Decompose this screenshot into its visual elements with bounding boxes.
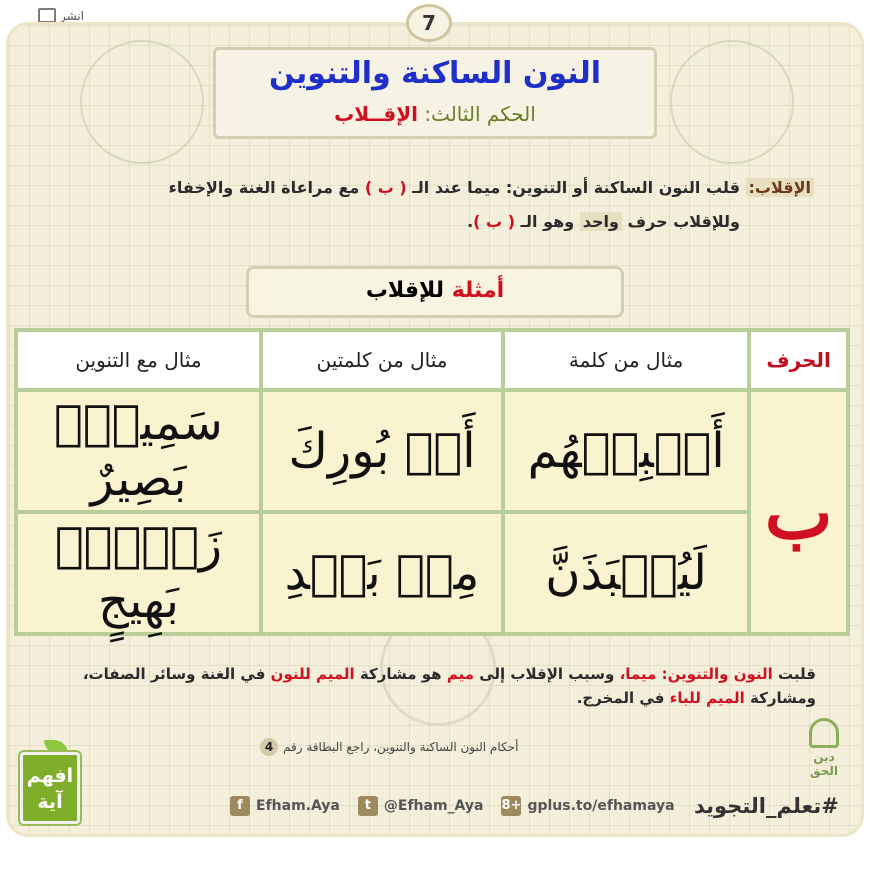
note-text: ومشاركة (750, 689, 816, 707)
definition-line2-end: . (467, 212, 474, 231)
subtitle-rule: الإقــلاب (334, 102, 418, 126)
example-two-words-1: أَنۢ بُورِكَ (261, 390, 503, 512)
definition-wahid: واحد (580, 212, 622, 231)
explanation-note (56, 662, 816, 710)
example-word-2: لَيُنۢبَذَنَّ (503, 512, 749, 634)
note-text: وسبب الإقلاب إلى (479, 665, 615, 683)
corner-ornament-right (670, 40, 794, 164)
definition-line2-letter: ( ب ) (473, 212, 515, 231)
reference-line (260, 738, 518, 756)
note-highlight: ميما، (619, 665, 657, 683)
share-button[interactable] (38, 8, 84, 23)
dome-icon (809, 718, 839, 748)
definition-line-1 (54, 178, 814, 197)
definition-term: الإقلاب: (746, 178, 815, 197)
table-row (16, 512, 848, 634)
corner-ornament-left (80, 40, 204, 164)
note-highlight: ميم (446, 665, 475, 683)
reference-text: أحكام النون الساكنة والتنوين، راجع البطاقة رقم (283, 740, 519, 754)
header-two-words: مثال من كلمتين (261, 330, 503, 390)
definition-line-2 (0, 212, 740, 231)
note-highlight: للنون (270, 665, 311, 683)
note-highlight: النون والتنوين: (661, 665, 773, 683)
share-icon (38, 8, 56, 23)
social-links (230, 796, 675, 816)
example-word-1: أَنۢبِئۡهُم (503, 390, 749, 512)
note-text: في المخرج. (576, 689, 665, 707)
table-row (16, 390, 848, 512)
hashtag[interactable]: #تعلم_التجويد (694, 794, 839, 818)
logo-line-1: افهم (26, 765, 74, 787)
definition-rest: مع مراعاة الغنة والإخفاء (168, 178, 360, 197)
note-highlight: الميم (315, 665, 355, 683)
title-box (213, 47, 657, 139)
note-text: هو مشاركة (359, 665, 442, 683)
header-harf: الحرف (749, 330, 848, 390)
definition-line2-rest: وهو الـ (520, 212, 575, 231)
definition-mima: ميما عند الـ (412, 178, 501, 197)
facebook-icon[interactable]: f (230, 796, 250, 816)
logo-line-2: آية (37, 791, 63, 813)
google-plus-link[interactable]: gplus.to/efhamaya (527, 798, 675, 814)
header-tanween: مثال مع التنوين (16, 330, 261, 390)
table-header-row (16, 330, 848, 390)
share-label: انشر (60, 8, 84, 23)
logo-right-text: دين الحق (809, 750, 839, 778)
twitter-icon[interactable]: t (358, 796, 378, 816)
google-plus-icon[interactable]: 8+ (501, 796, 521, 816)
definition-line2-text: وللإقلاب حرف (627, 212, 740, 231)
definition-text: قلب النون الساكنة أو التنوين: (505, 178, 740, 197)
note-text: قلبت (778, 665, 816, 683)
efham-aya-logo (20, 752, 80, 824)
rule-subtitle (216, 102, 654, 126)
examples-title-rest: للإقلاب (365, 278, 445, 303)
definition-letter: ( ب ) (364, 178, 407, 197)
note-text: في الغنة وسائر الصفات، (82, 665, 266, 683)
note-highlight: للباء (669, 689, 701, 707)
example-tanween-2: زَوۡجِۢ بَهِيجٍ (16, 512, 261, 634)
examples-title (246, 266, 624, 318)
letter-cell: ب (749, 390, 848, 634)
header-word: مثال من كلمة (503, 330, 749, 390)
reference-number: 4 (260, 738, 278, 756)
facebook-link[interactable]: Efham.Aya (256, 798, 340, 814)
deen-alhaq-logo (798, 718, 850, 782)
example-two-words-2: مِنۢ بَعۡدِ (261, 512, 503, 634)
twitter-link[interactable]: @Efham_Aya (383, 798, 484, 814)
note-highlight: الميم (706, 689, 745, 707)
card-number: 7 (406, 4, 452, 42)
examples-title-word: أمثلة (451, 278, 505, 303)
example-tanween-1: سَمِيعُۢ بَصِيرٌ (16, 390, 261, 512)
subtitle-prefix: الحكم الثالث: (424, 102, 536, 126)
page-title: النون الساكنة والتنوين (268, 56, 602, 91)
examples-table (14, 328, 850, 636)
